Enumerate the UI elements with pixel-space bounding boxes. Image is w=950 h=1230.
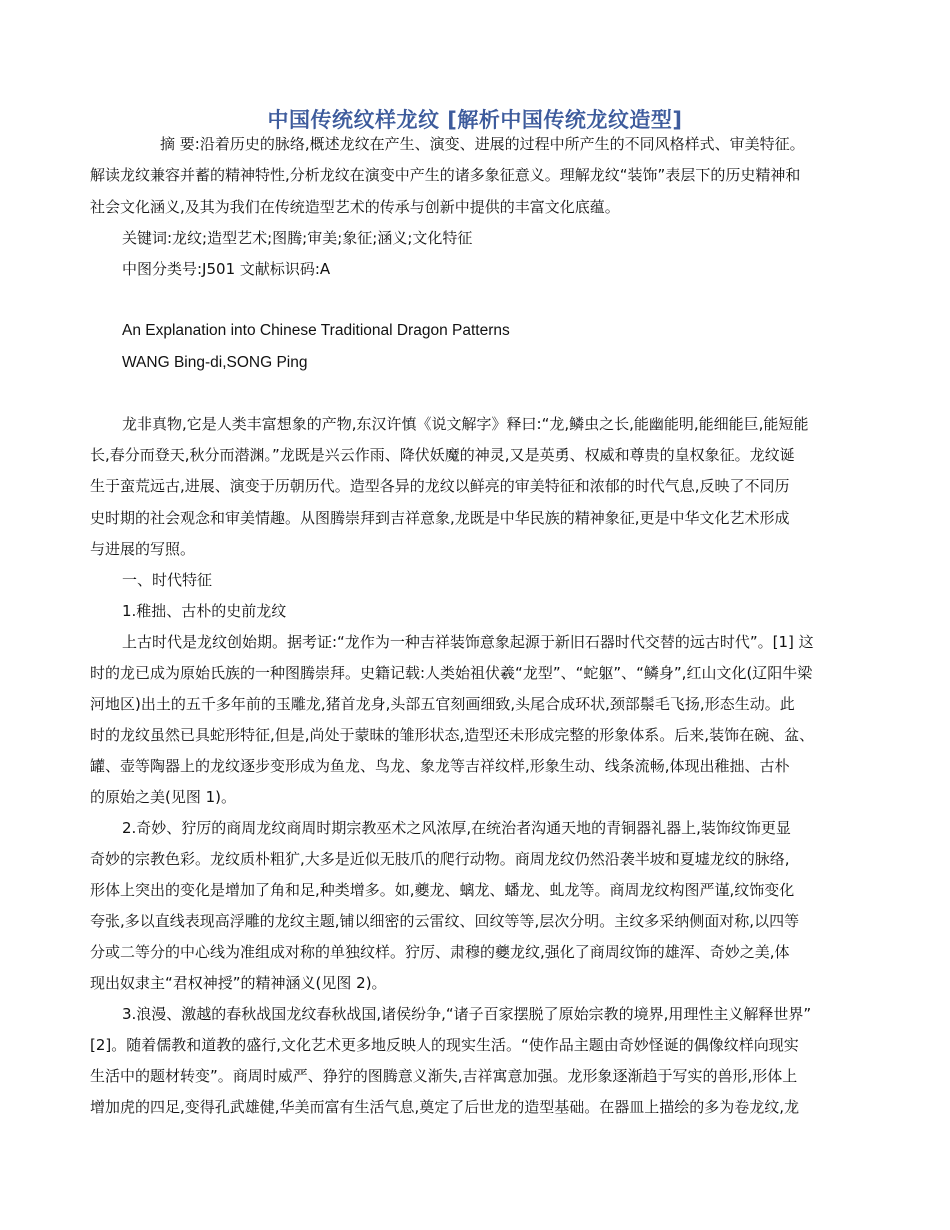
intro-line-2: 长,春分而登天,秋分而潜渊。”龙既是兴云作雨、降伏妖魔的神灵,又是英勇、权威和尊贵的皇权象征。龙纹诞 [90,446,795,464]
para1-line-1: 上古时代是龙纹创始期。据考证:“龙作为一种吉祥装饰意象起源于新旧石器时代交替的远古时代”。[1] 这 [122,633,814,651]
abstract-line-1: 摘 要:沿着历史的脉络,概述龙纹在产生、演变、进展的过程中所产生的不同风格样式、审美特征。 [160,135,805,153]
para2-line-5: 分或二等分的中心线为准组成对称的单独纹样。狞厉、肃穆的夔龙纹,强化了商周纹饰的雄浑、奇妙之美,体 [90,943,790,961]
intro-line-3: 生于蛮荒远古,进展、演变于历朝历代。造型各异的龙纹以鲜亮的审美特征和浓郁的时代气息,反映了不同历 [90,477,790,495]
para1-line-5: 罐、壶等陶器上的龙纹逐步变形成为鱼龙、鸟龙、象龙等吉祥纹样,形象生动、线条流畅,体现出稚拙、古朴 [90,757,790,775]
para3-line-2: [2]。随着儒教和道教的盛行,文化艺术更多地反映人的现实生活。“使作品主题由奇妙怪诞的偶像纹样向现实 [90,1036,799,1054]
para1-line-2: 时的龙已成为原始氏族的一种图腾崇拜。史籍记载:人类始祖伏羲“龙型”、“蛇躯”、“鳞身”,红山文化(辽阳牛梁 [90,664,813,682]
intro-line-5: 与进展的写照。 [90,540,196,558]
page-title: 中国传统纹样龙纹 [解析中国传统龙纹造型] [267,108,683,132]
para2-line-4: 夸张,多以直线表现高浮雕的龙纹主题,铺以细密的云雷纹、回纹等等,层次分明。主纹多采纳侧面对称,以四等 [90,912,800,930]
para2-line-3: 形体上突出的变化是增加了角和足,种类增多。如,夔龙、螭龙、蟠龙、虬龙等。商周龙纹构图严谨,纹饰变化 [90,881,795,899]
keywords: 关键词:龙纹;造型艺术;图腾;审美;象征;涵义;文化特征 [122,229,473,247]
classification: 中图分类号:J501 文献标识码:A [122,260,331,278]
para3-line-1: 3.浪漫、激越的春秋战国龙纹春秋战国,诸侯纷争,“诸子百家摆脱了原始宗教的境界,用理性主义解释世界” [122,1005,812,1023]
para1-line-4: 时的龙纹虽然已具蛇形特征,但是,尚处于蒙昧的雏形状态,造型还未形成完整的形象体系。后来,装饰在碗、盆、 [90,726,815,744]
para1-line-6: 的原始之美(见图 1)。 [90,788,237,806]
para3-line-3: 生活中的题材转变”。商周时威严、狰狞的图腾意义渐失,吉祥寓意加强。龙形象逐渐趋于写实的兽形,形体上 [90,1067,798,1085]
para2-line-2: 奇妙的宗教色彩。龙纹质朴粗犷,大多是近似无肢爪的爬行动物。商周龙纹仍然沿袭半坡和夏墟龙纹的脉络, [90,850,790,868]
para2-line-1: 2.奇妙、狞厉的商周龙纹商周时期宗教巫术之风浓厚,在统治者沟通天地的青铜器礼器上,装饰纹饰更显 [122,819,791,837]
para3-line-4: 增加虎的四足,变得孔武雄健,华美而富有生活气息,奠定了后世龙的造型基础。在器皿上描绘的多为卷龙纹,龙 [90,1098,800,1116]
intro-line-4: 史时期的社会观念和审美情趣。从图腾崇拜到吉祥意象,龙既是中华民族的精神象征,更是中华文化艺术形成 [90,509,790,527]
authors: WANG Bing-di,SONG Ping [122,354,308,371]
intro-line-1: 龙非真物,它是人类丰富想象的产物,东汉许慎《说文解字》释曰:“龙,鳞虫之长,能幽能明,能细能巨,能短能 [122,415,809,433]
section-heading-1: 一、时代特征 [122,571,213,589]
abstract-line-2: 解读龙纹兼容并蓄的精神特性,分析龙纹在演变中产生的诸多象征意义。理解龙纹“装饰”表层下的历史精神和 [90,166,801,184]
subheading-1: 1.稚拙、古朴的史前龙纹 [122,602,287,620]
english-title: An Explanation into Chinese Traditional Dragon Patterns [122,322,510,339]
para2-line-6: 现出奴隶主“君权神授”的精神涵义(见图 2)。 [90,974,387,992]
para1-line-3: 河地区)出土的五千多年前的玉雕龙,猪首龙身,头部五官刻画细致,头尾合成环状,颈部鬃毛飞扬,形态生动。此 [90,695,795,713]
abstract-line-3: 社会文化涵义,及其为我们在传统造型艺术的传承与创新中提供的丰富文化底蕴。 [90,198,620,216]
